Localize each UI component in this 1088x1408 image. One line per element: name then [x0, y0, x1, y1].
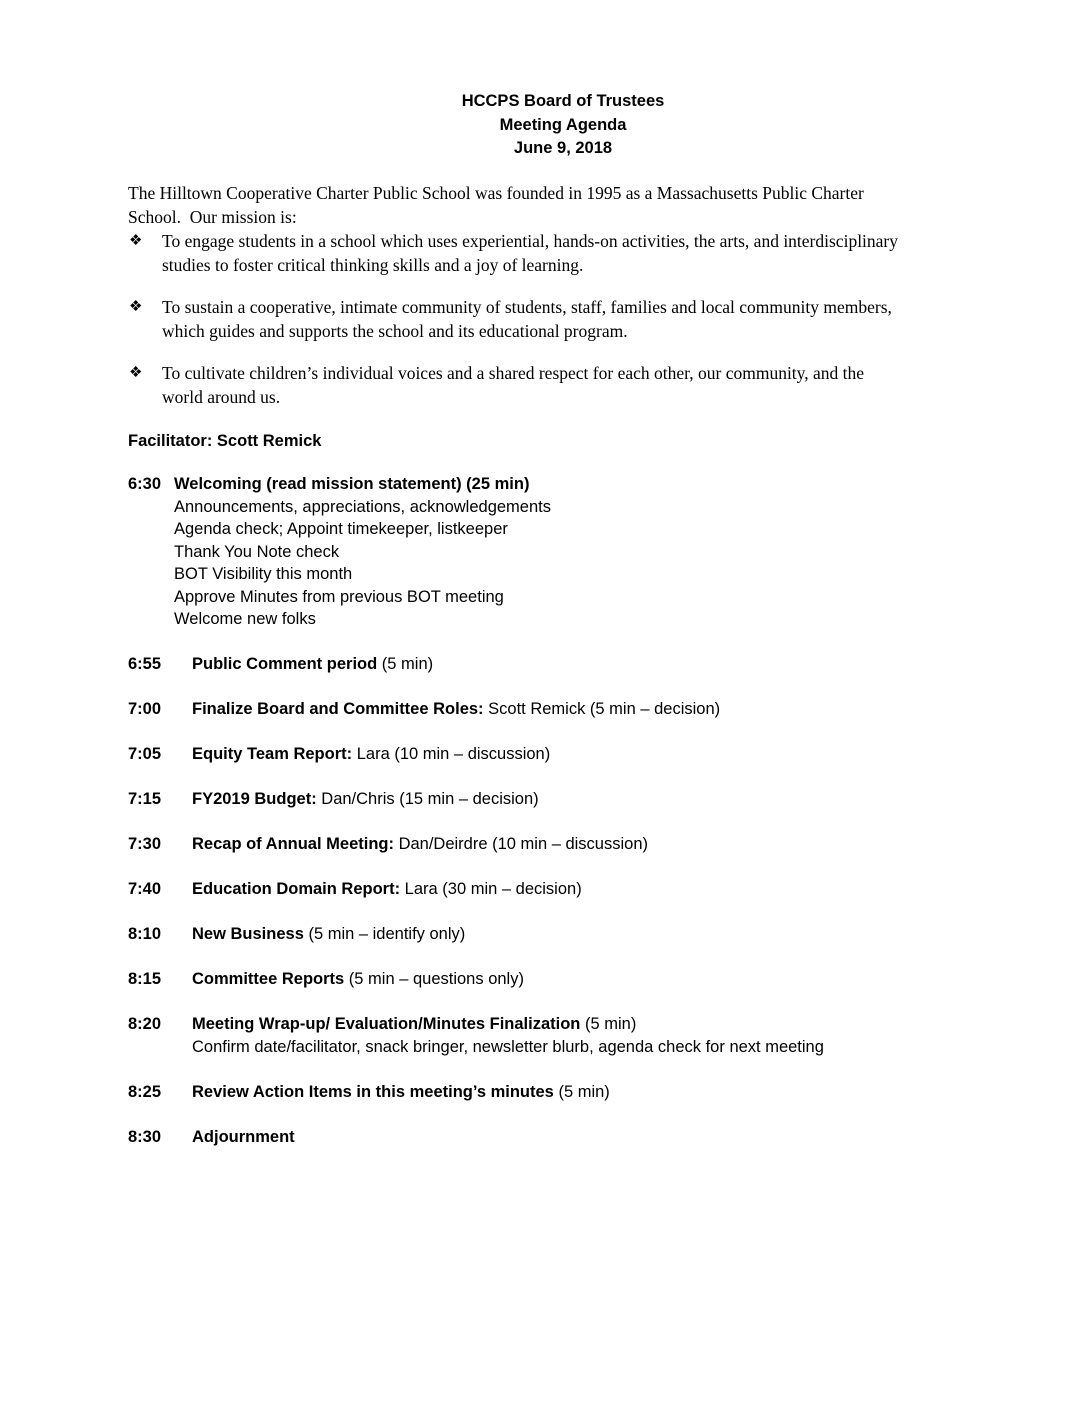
agenda-title-line [174, 473, 998, 496]
bullet-item [128, 295, 998, 343]
agenda-title: Committee Reports [192, 970, 345, 988]
agenda-title-line [192, 923, 998, 946]
agenda-title: Welcoming (read mission statement) (25 min) [174, 475, 530, 493]
agenda-title: Review Action Items in this meeting’s minutes [192, 1082, 554, 1101]
agenda-detail: Dan/Deirdre (10 min – discussion) [393, 835, 649, 853]
agenda-time: 6:55 [128, 655, 162, 673]
agenda-detail: (5 min – questions only) [344, 970, 524, 988]
agenda-time: 7:30 [128, 835, 162, 853]
agenda-time: 8:15 [128, 970, 162, 988]
agenda-item-body [192, 923, 998, 946]
intro-line: The Hilltown Cooperative Charter Public School was founded in 1995 as a Massachusetts Public Charter [128, 182, 864, 203]
agenda-item-body [192, 878, 998, 901]
agenda-subline: BOT Visibility this month [174, 565, 353, 583]
agenda-title-line [192, 878, 998, 901]
agenda-title: Meeting Wrap-up/ Evaluation/Minutes Finalization [192, 1015, 581, 1033]
agenda-item-body [192, 1126, 998, 1149]
mission-bullet-list [128, 229, 998, 409]
agenda-detail: Lara (10 min – discussion) [352, 745, 551, 763]
agenda-title-line [192, 1126, 998, 1149]
bullet-line: studies to foster critical thinking skills and a joy of learning. [162, 254, 584, 275]
agenda-subline: Agenda check; Appoint timekeeper, listkeeper [174, 520, 508, 538]
intro-paragraph [128, 181, 998, 229]
agenda-detail: Dan/Chris (15 min – decision) [316, 790, 539, 808]
document-content [128, 90, 998, 1171]
agenda-item [128, 698, 998, 721]
agenda-item-body [192, 968, 998, 991]
agenda-detail: (5 min) [580, 1015, 637, 1033]
agenda-item [128, 1126, 998, 1149]
agenda-detail: (5 min – identify only) [303, 925, 466, 943]
agenda-subline: Announcements, appreciations, acknowledgements [174, 497, 551, 516]
agenda-title: Finalize Board and Committee Roles: [192, 700, 484, 718]
agenda-item [128, 473, 998, 631]
bullet-line: which guides and supports the school and its educational program. [162, 320, 628, 341]
agenda-item [128, 833, 998, 856]
agenda-title-line [192, 698, 998, 721]
agenda-time: 7:05 [128, 745, 162, 763]
agenda-item [128, 923, 998, 946]
agenda-time: 8:20 [128, 1015, 162, 1033]
agenda-title: Public Comment period [192, 655, 378, 673]
agenda-title: Equity Team Report: [192, 745, 353, 763]
bullet-item [128, 229, 998, 277]
agenda-subline: Approve Minutes from previous BOT meeting [174, 587, 504, 606]
intro-line: School. Our mission is: [128, 206, 297, 227]
agenda-item [128, 743, 998, 766]
agenda-time: 8:10 [128, 925, 162, 943]
agenda-title-line [192, 653, 998, 676]
agenda-detail: Scott Remick (5 min – decision) [483, 700, 721, 718]
agenda-detail: (5 min) [553, 1082, 610, 1101]
agenda-title-line [192, 743, 998, 766]
agenda-title-line [192, 968, 998, 991]
agenda-title: Recap of Annual Meeting: [192, 835, 394, 853]
agenda-title-line [192, 1013, 998, 1036]
bullet-text [162, 361, 864, 409]
agenda-time: 7:00 [128, 700, 162, 718]
agenda-time: 8:30 [128, 1127, 162, 1146]
agenda-item-body [192, 788, 998, 811]
agenda-subline: Thank You Note check [174, 542, 340, 561]
agenda-title: New Business [192, 925, 304, 943]
agenda-time: 6:30 [128, 475, 162, 493]
agenda-time: 7:40 [128, 880, 162, 898]
agenda-item-body [192, 743, 998, 766]
agenda-title-line [192, 1081, 998, 1104]
agenda-item-body [192, 833, 998, 856]
diamond-bullet-icon: ❖ [129, 232, 143, 249]
bullet-line: To engage students in a school which uses experiential, hands-on activities, the arts, and interdisciplinary [162, 230, 899, 251]
diamond-bullet-icon: ❖ [129, 364, 143, 381]
agenda-item-body [174, 473, 998, 631]
agenda-title: FY2019 Budget: [192, 790, 317, 808]
agenda-subline: Confirm date/facilitator, snack bringer, newsletter blurb, agenda check for next meeting [192, 1037, 824, 1056]
bullet-line: To cultivate children’s individual voices and a shared respect for each other, our community, and the [162, 362, 865, 383]
bullet-line: world around us. [162, 386, 281, 407]
agenda-title: Adjournment [192, 1127, 295, 1146]
agenda-item-body [192, 1013, 998, 1058]
agenda-title-line [192, 833, 998, 856]
agenda-subline: Welcome new folks [174, 610, 316, 628]
diamond-bullet-icon: ❖ [129, 298, 143, 315]
agenda-item [128, 653, 998, 676]
facilitator-line: Facilitator: Scott Remick [128, 431, 322, 450]
agenda-item-body [192, 1081, 998, 1104]
agenda-item [128, 878, 998, 901]
agenda-detail: (5 min) [377, 655, 434, 673]
document-subtitle: Meeting Agenda [499, 115, 627, 134]
agenda-item [128, 1081, 998, 1104]
agenda-item [128, 968, 998, 991]
mission-section [128, 181, 998, 409]
agenda-time: 7:15 [128, 790, 162, 808]
agenda-detail: Lara (30 min – decision) [400, 880, 582, 898]
agenda-item [128, 788, 998, 811]
document-header [128, 90, 998, 161]
bullet-line: To sustain a cooperative, intimate community of students, staff, families and local community members, [162, 296, 892, 317]
document-date: June 9, 2018 [513, 139, 613, 157]
bullet-text [162, 295, 892, 343]
agenda-title: Education Domain Report: [192, 880, 401, 898]
agenda-item-body [192, 653, 998, 676]
bullet-text [162, 229, 898, 277]
agenda-title-line [192, 788, 998, 811]
agenda-time: 8:25 [128, 1082, 162, 1101]
document-title: HCCPS Board of Trustees [461, 92, 665, 110]
agenda-item-body [192, 698, 998, 721]
agenda-list [128, 473, 998, 1148]
agenda-item [128, 1013, 998, 1058]
bullet-item [128, 361, 998, 409]
